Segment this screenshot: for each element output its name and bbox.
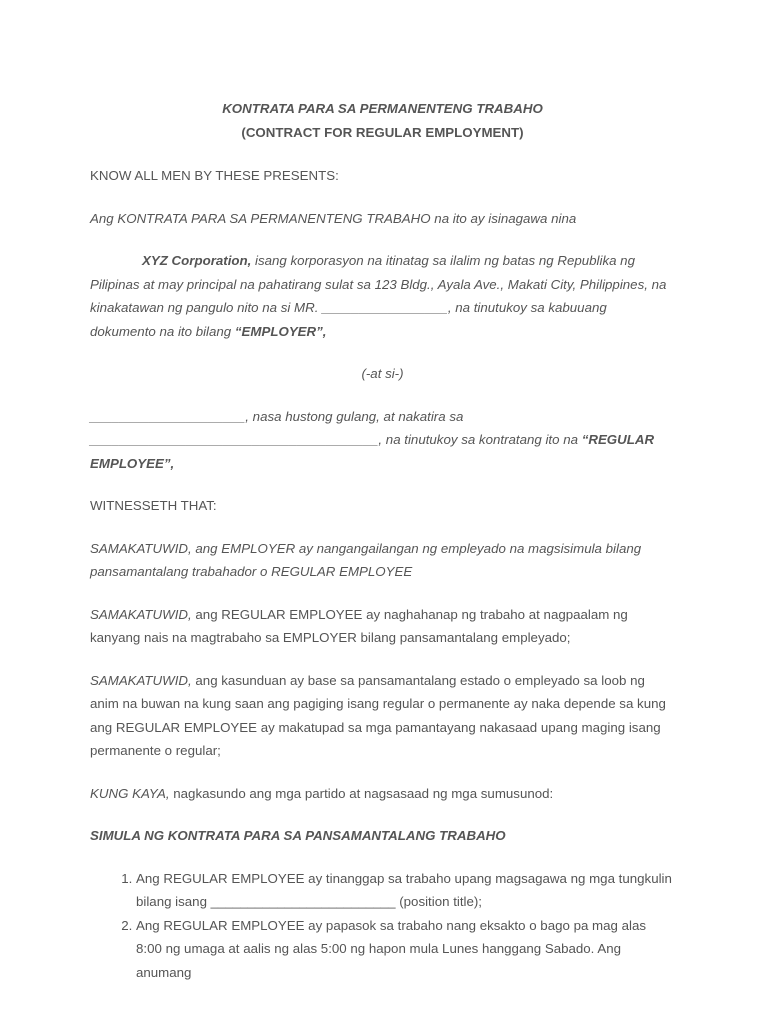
section-heading: SIMULA NG KONTRATA PARA SA PANSAMANTALANG TRABAHO (90, 828, 506, 843)
employer-name: XYZ Corporation, (142, 253, 252, 268)
list-item: 2. Ang REGULAR EMPLOYEE ay papasok sa trabaho nang eksakto o bago pa mag alas 8:00 ng umaga at aalis ng alas 5:00 ng hapon mula Lunes hanggang Sabado. Ang anumang (136, 914, 675, 985)
now-therefore-text: nagkasundo ang mga partido at nagsasaad ng mga sumusunod: (169, 785, 554, 801)
title-tagalog: KONTRATA PARA SA PERMANENTENG TRABAHO (222, 101, 543, 116)
intro-paragraph: Ang KONTRATA PARA SA PERMANENTENG TRABAHO na ito ay isinagawa nina (90, 210, 577, 226)
whereas-paragraph-3 (90, 669, 675, 763)
employee-designation: “REGULAR EMPLOYEE”, (90, 432, 655, 471)
document-title (90, 97, 675, 145)
witnesseth-heading: WITNESSETH THAT: (90, 498, 217, 513)
terms-list (90, 867, 675, 985)
whereas-paragraph-2 (90, 603, 675, 650)
whereas-text: ang REGULAR EMPLOYEE ay naghahanap ng trabaho at nagpaalam ng kanyang nais na magtrabaho sa EMPLOYER bilang pansamantalang empleyado; (90, 606, 628, 645)
and-separator: (-at si-) (361, 366, 404, 381)
document-page (90, 97, 675, 984)
whereas-lead: SAMAKATUWID, (90, 672, 192, 688)
title-english: (CONTRACT FOR REGULAR EMPLOYMENT) (241, 125, 524, 140)
whereas-lead: SAMAKATUWID, (90, 606, 192, 622)
employer-text: isang korporasyon na itinatag sa ilalim ng batas ng Republika ng Pilipinas at may principal na pahatirang sulat sa 123 Bldg., Ayala Ave., Makati City, Philippines, na kinakatawan ng pangulo nito na si MR. _________________, na tinutukoy sa kabuuang dokumento na ito bilang (90, 253, 667, 339)
list-item: 1. Ang REGULAR EMPLOYEE ay tinanggap sa trabaho upang magsagawa ng mga tungkulin bilang isang _________________________ (position title); (136, 867, 675, 914)
know-all-men-heading: KNOW ALL MEN BY THESE PRESENTS: (90, 168, 339, 183)
now-therefore-paragraph (90, 782, 675, 806)
employee-text: _____________________, nasa hustong gulang, at nakatira sa _______________________________________, na tinutukoy sa kontratang ito na (90, 408, 582, 447)
employee-paragraph (90, 405, 675, 476)
employer-designation: “EMPLOYER”, (234, 323, 327, 339)
employer-paragraph (90, 249, 675, 343)
whereas-paragraph-1: SAMAKATUWID, ang EMPLOYER ay nangangailangan ng empleyado na magsisimula bilang pansamantalang trabahador o REGULAR EMPLOYEE (90, 540, 642, 579)
now-therefore-lead: KUNG KAYA, (90, 785, 170, 801)
whereas-text: ang kasunduan ay base sa pansamantalang estado o empleyado sa loob ng anim na buwan na kung saan ang pagiging isang regular o permanente ay naka depende sa kung ang REGULAR EMPLOYEE ay makatupad sa mga pamantayang nakasaad upang maging isang permanente o regular; (90, 672, 666, 758)
